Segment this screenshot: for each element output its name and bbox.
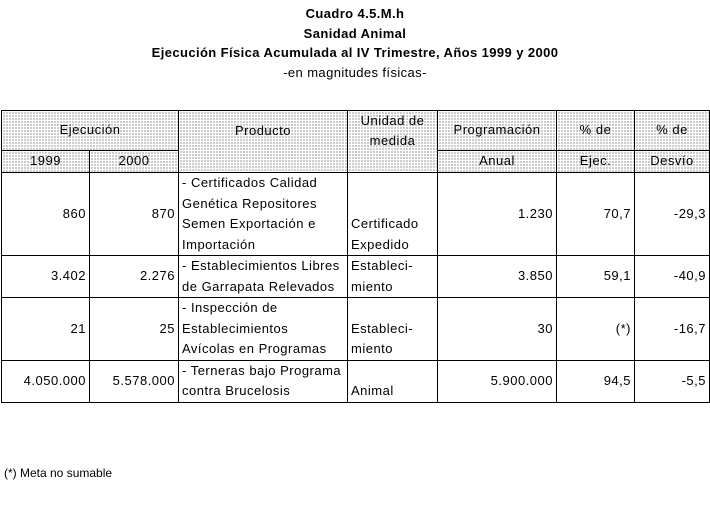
- header-year-1999: 1999: [2, 151, 90, 173]
- header-anual: Anual: [438, 151, 557, 173]
- header-year-2000: 2000: [90, 151, 179, 173]
- cell-programacion: 3.850: [438, 256, 557, 298]
- cell-programacion: 30: [438, 298, 557, 361]
- header-desvio: Desvío: [635, 151, 710, 173]
- cell-pct-desvio: -29,3: [635, 173, 710, 256]
- header-programacion: Programación: [438, 111, 557, 151]
- cell-unidad: Animal: [348, 360, 438, 402]
- cell-1999: 3.402: [2, 256, 90, 298]
- table-subject: Sanidad Animal: [303, 25, 407, 41]
- cell-producto: - Certificados Calidad Genética Repositores Semen Exportación e Importación: [179, 173, 348, 256]
- header-unidad-medida: Unidad de medida: [348, 111, 438, 173]
- table-units-note: -en magnitudes físicas-: [283, 64, 427, 80]
- cell-1999: 4.050.000: [2, 360, 90, 402]
- table-row: [2, 298, 710, 361]
- cell-1999: 21: [2, 298, 90, 361]
- header-pct-ejec-top: % de: [557, 111, 635, 151]
- cell-unidad: Certificado Expedido: [348, 173, 438, 256]
- cell-producto: - Establecimientos Libres de Garrapata Relevados: [179, 256, 348, 298]
- header-ejec: Ejec.: [557, 151, 635, 173]
- table-heading: Ejecución Física Acumulada al IV Trimestre, Años 1999 y 2000: [151, 45, 559, 60]
- cell-2000: 2.276: [90, 256, 179, 298]
- cell-2000: 5.578.000: [90, 360, 179, 402]
- footnote: (*) Meta no sumable: [4, 466, 113, 480]
- cell-programacion: 5.900.000: [438, 360, 557, 402]
- cell-unidad: Estableci- miento: [348, 256, 438, 298]
- execution-table: [1, 110, 710, 403]
- header-pct-desvio-top: % de: [635, 111, 710, 151]
- cell-producto: - Inspección de Establecimientos Avícolas en Programas: [179, 298, 348, 361]
- cell-programacion: 1.230: [438, 173, 557, 256]
- table-title-block: [0, 4, 710, 82]
- cell-pct-desvio: -5,5: [635, 360, 710, 402]
- table-row: [2, 256, 710, 298]
- cell-pct-desvio: -16,7: [635, 298, 710, 361]
- cell-1999: 860: [2, 173, 90, 256]
- cell-producto: - Terneras bajo Programa contra Brucelosis: [179, 360, 348, 402]
- cell-unidad: Estableci- miento: [348, 298, 438, 361]
- table-row: [2, 173, 710, 256]
- table-row: [2, 360, 710, 402]
- header-ejecucion: Ejecución: [2, 111, 179, 151]
- header-producto: Producto: [179, 111, 348, 173]
- cell-pct-ejec: 94,5: [557, 360, 635, 402]
- cell-pct-ejec: 59,1: [557, 256, 635, 298]
- cell-pct-desvio: -40,9: [635, 256, 710, 298]
- table-number: Cuadro 4.5.M.h: [305, 6, 405, 21]
- cell-2000: 870: [90, 173, 179, 256]
- cell-pct-ejec: (*): [557, 298, 635, 361]
- cell-pct-ejec: 70,7: [557, 173, 635, 256]
- cell-2000: 25: [90, 298, 179, 361]
